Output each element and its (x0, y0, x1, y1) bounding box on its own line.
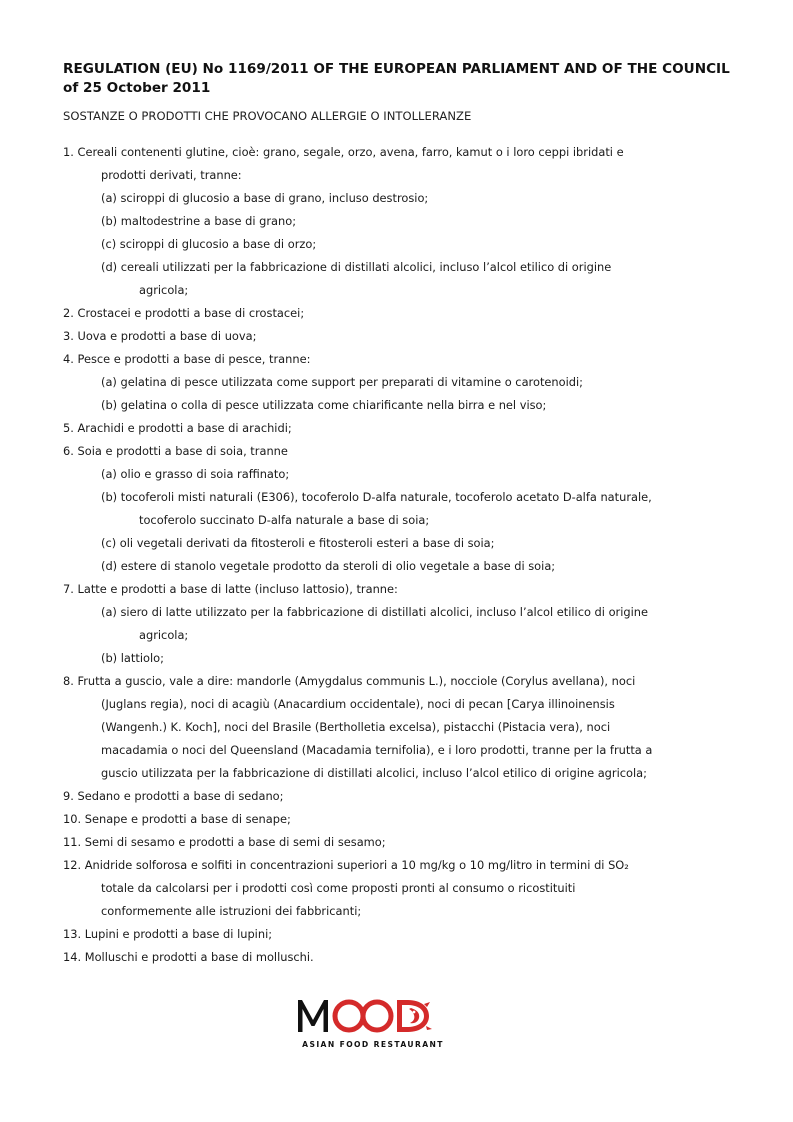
allergen-item (63, 670, 753, 785)
allergen-item (63, 417, 753, 440)
exception-continuation: agricola; (139, 628, 189, 642)
allergen-exception (63, 486, 753, 532)
allergen-item-heading: 2. Crostacei e prodotti a base di crostacei; (63, 306, 305, 320)
allergen-exception (63, 463, 753, 486)
allergen-exception (63, 555, 753, 578)
allergen-item (63, 785, 753, 808)
allergen-item-continuation: macadamia o noci del Queensland (Macadamia ternifolia), e i loro prodotti, tranne per la frutta a (101, 743, 653, 757)
allergen-item-heading: 1. Cereali contenenti glutine, cioè: grano, segale, orzo, avena, farro, kamut o i loro ceppi ibridati e (63, 145, 624, 159)
allergen-item-heading: 3. Uova e prodotti a base di uova; (63, 329, 257, 343)
allergen-item (63, 302, 753, 325)
allergen-item-heading: 9. Sedano e prodotti a base di sedano; (63, 789, 284, 803)
allergen-item-continuation: conformemente alle istruzioni dei fabbricanti; (101, 904, 362, 918)
allergen-item-continuation: guscio utilizzata per la fabbricazione di distillati alcolici, incluso l’alcol etilico di origine agricola; (101, 766, 647, 780)
allergen-item (63, 348, 753, 417)
exception-text: (b) lattiolo; (101, 651, 164, 665)
allergen-item (63, 141, 753, 302)
allergen-item (63, 808, 753, 831)
allergen-item (63, 831, 753, 854)
regulation-title: REGULATION (EU) No 1169/2011 OF THE EUROPEAN PARLIAMENT AND OF THE COUNCIL of 25 October 2011 (63, 61, 730, 96)
exception-text: (b) gelatina o colla di pesce utilizzata come chiarificante nella birra e nel viso; (101, 398, 547, 412)
allergen-exception (63, 394, 753, 417)
allergen-item-heading: 6. Soia e prodotti a base di soia, tranne (63, 444, 288, 458)
exception-text: (c) oli vegetali derivati da fitosteroli e fitosteroli esteri a base di soia; (101, 536, 495, 550)
allergen-exception (63, 210, 753, 233)
allergen-exception (63, 532, 753, 555)
allergen-item (63, 946, 753, 969)
exception-text: (d) cereali utilizzati per la fabbricazione di distillati alcolici, incluso l’alcol etilico di origine (101, 260, 612, 274)
allergen-item (63, 578, 753, 670)
allergen-exception (63, 256, 753, 302)
allergen-item (63, 923, 753, 946)
allergen-item-heading: 4. Pesce e prodotti a base di pesce, tranne: (63, 352, 311, 366)
allergen-item-continuation: (Wangenh.) K. Koch], noci del Brasile (Bertholletia excelsa), pistacchi (Pistacia vera), noci (101, 720, 611, 734)
allergen-item-heading: 11. Semi di sesamo e prodotti a base di semi di sesamo; (63, 835, 386, 849)
allergen-item-heading: 10. Senape e prodotti a base di senape; (63, 812, 291, 826)
allergen-item (63, 440, 753, 578)
allergen-item-continuation: prodotti derivati, tranne: (101, 168, 242, 182)
restaurant-logo (293, 990, 453, 1060)
allergen-exception (63, 233, 753, 256)
allergen-item-heading: 14. Molluschi e prodotti a base di molluschi. (63, 950, 314, 964)
exception-continuation: agricola; (139, 283, 189, 297)
allergen-item-heading: 8. Frutta a guscio, vale a dire: mandorle (Amygdalus communis L.), nocciole (Corylus avellana), noci (63, 674, 636, 688)
exception-text: (b) maltodestrine a base di grano; (101, 214, 297, 228)
exception-text: (a) sciroppi di glucosio a base di grano, incluso destrosio; (101, 191, 429, 205)
exception-text: (a) olio e grasso di soia raffinato; (101, 467, 290, 481)
exception-text: (a) siero di latte utilizzato per la fabbricazione di distillati alcolici, incluso l’alcol etilico di origine (101, 605, 649, 619)
allergen-list (63, 141, 753, 969)
allergen-item-heading: 7. Latte e prodotti a base di latte (incluso lattosio), tranne: (63, 582, 398, 596)
allergen-exception (63, 647, 753, 670)
allergen-exception (63, 601, 753, 647)
exception-text: (b) tocoferoli misti naturali (E306), tocoferolo D-alfa naturale, tocoferolo acetato D-alfa naturale, (101, 490, 652, 504)
allergen-item-continuation: totale da calcolarsi per i prodotti così come proposti pronti al consumo o ricostituiti (101, 881, 576, 895)
allergen-item (63, 854, 753, 923)
exception-text: (c) sciroppi di glucosio a base di orzo; (101, 237, 317, 251)
allergen-item-heading: 12. Anidride solforosa e solfiti in concentrazioni superiori a 10 mg/kg o 10 mg/litro in termini di SO₂ (63, 858, 629, 872)
allergen-item (63, 325, 753, 348)
mood-logo-mark (293, 990, 453, 1040)
exception-text: (d) estere di stanolo vegetale prodotto da steroli di olio vegetale a base di soia; (101, 559, 556, 573)
allergen-exception (63, 371, 753, 394)
exception-text: (a) gelatina di pesce utilizzata come support per preparati di vitamine o carotenoidi; (101, 375, 584, 389)
allergen-item-heading: 5. Arachidi e prodotti a base di arachidi; (63, 421, 292, 435)
allergen-exception (63, 187, 753, 210)
allergen-item-continuation: (Juglans regia), noci di acagiù (Anacardium occidentale), noci di pecan [Carya illinoinensis (101, 697, 615, 711)
allergen-item-heading: 13. Lupini e prodotti a base di lupini; (63, 927, 273, 941)
exception-continuation: tocoferolo succinato D-alfa naturale a base di soia; (139, 513, 430, 527)
logo-tagline: ASIAN FOOD RESTAURANT (302, 1040, 444, 1049)
allergens-subtitle: SOSTANZE O PRODOTTI CHE PROVOCANO ALLERGIE O INTOLLERANZE (63, 109, 472, 123)
